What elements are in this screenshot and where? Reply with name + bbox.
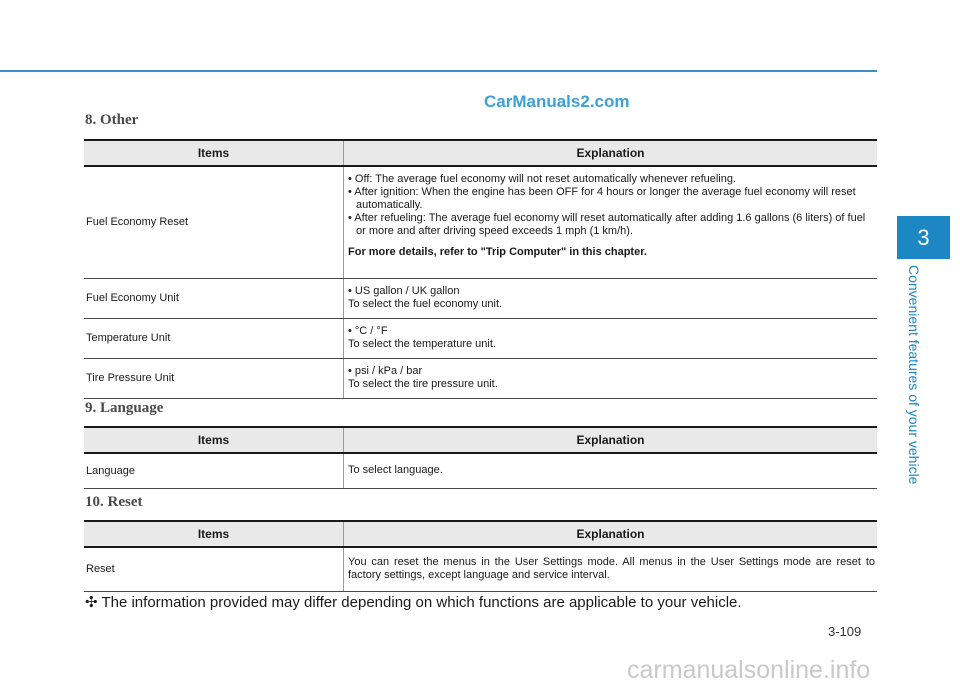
section-title-reset: 10. Reset — [85, 494, 143, 510]
explanation-reset: You can reset the menus in the User Settings mode. All menus in the User Settings mode are reset to factory settings, except language and service interval. — [344, 547, 878, 591]
item-reset: Reset — [84, 547, 344, 591]
table-language — [84, 426, 877, 489]
table-other — [84, 139, 877, 399]
header-explanation: Explanation — [344, 427, 878, 453]
bullet-off: • Off: The average fuel economy will not reset automatically whenever refueling. — [348, 173, 737, 185]
description-line: To select the temperature unit. — [348, 338, 496, 350]
header-items: Items — [84, 427, 344, 453]
table-row — [84, 358, 877, 398]
option-line: • psi / kPa / bar — [348, 365, 423, 377]
explanation-fuel-economy-unit — [344, 278, 878, 318]
table-row — [84, 318, 877, 358]
table-reset — [84, 520, 877, 592]
header-items: Items — [84, 140, 344, 166]
watermark-bottom: carmanualsonline.info — [627, 656, 871, 684]
chapter-tab: 3 — [897, 216, 950, 259]
option-line: • °C / °F — [348, 325, 388, 337]
watermark-top: CarManuals2.com — [484, 92, 630, 111]
table-row — [84, 453, 877, 488]
footnote: ✣ The information provided may differ depending on which functions are applicable to your vehicle. — [85, 594, 742, 611]
item-temperature-unit: Temperature Unit — [84, 318, 344, 358]
bullet-after-refueling: • After refueling: The average fuel economy will reset automatically after adding 1.6 gallons (6 liters) of fuel or more and after driving speed exceeds 1 mph (1 km/h). — [348, 212, 866, 237]
item-tire-pressure-unit: Tire Pressure Unit — [84, 358, 344, 398]
top-rule — [0, 70, 877, 72]
explanation-language: To select language. — [344, 453, 878, 488]
explanation-fuel-economy-reset — [344, 166, 878, 278]
item-language: Language — [84, 453, 344, 488]
chapter-label-text: Convenient features of your vehicle — [906, 265, 922, 485]
explanation-temperature-unit — [344, 318, 878, 358]
item-fuel-economy-unit: Fuel Economy Unit — [84, 278, 344, 318]
table-row — [84, 547, 877, 591]
table-header-row — [84, 521, 877, 547]
section-title-other: 8. Other — [85, 112, 139, 128]
description-line: To select the tire pressure unit. — [348, 378, 498, 390]
table-row — [84, 166, 877, 278]
description-line: To select the fuel economy unit. — [348, 298, 503, 310]
item-fuel-economy-reset: Fuel Economy Reset — [84, 166, 344, 278]
section-title-language: 9. Language — [85, 400, 164, 416]
table-header-row — [84, 427, 877, 453]
page-number: 3-109 — [828, 624, 862, 639]
option-line: • US gallon / UK gallon — [348, 285, 460, 297]
table-row — [84, 278, 877, 318]
chapter-label — [908, 265, 922, 491]
explanation-tire-pressure-unit — [344, 358, 878, 398]
bullet-after-ignition: • After ignition: When the engine has been OFF for 4 hours or longer the average fuel economy will reset automatically. — [348, 186, 856, 211]
header-explanation: Explanation — [344, 521, 878, 547]
header-items: Items — [84, 521, 344, 547]
header-explanation: Explanation — [344, 140, 878, 166]
reference-note: For more details, refer to "Trip Computer" in this chapter. — [348, 246, 647, 258]
table-header-row — [84, 140, 877, 166]
